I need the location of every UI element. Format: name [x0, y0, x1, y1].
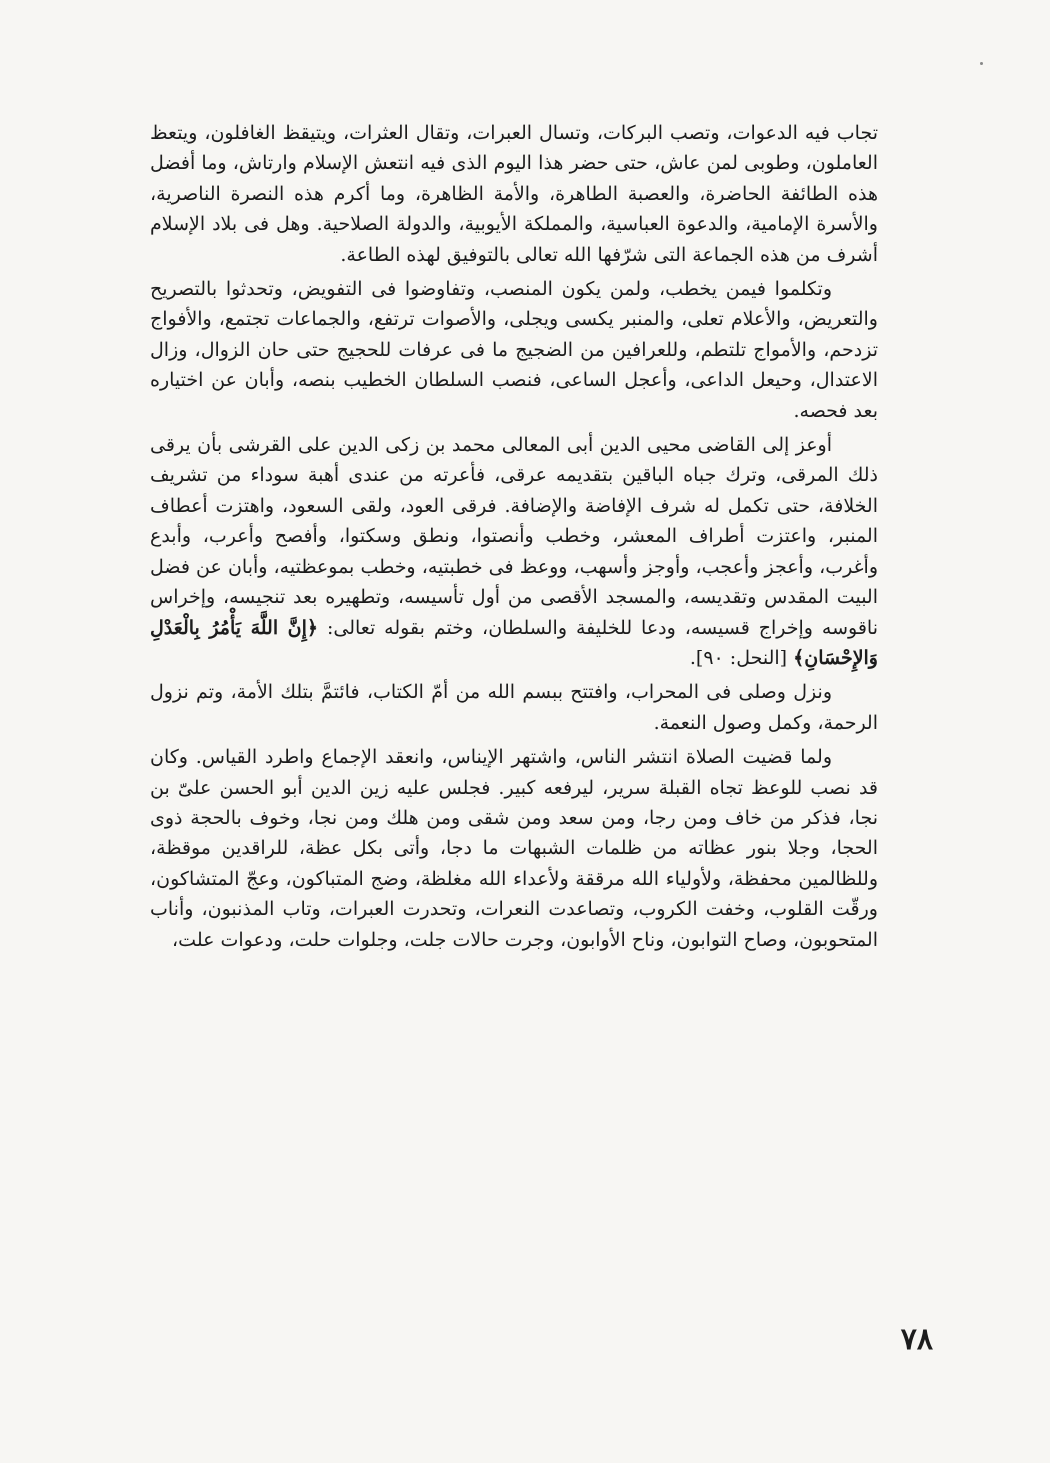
paragraph-2: وتكلموا فيمن يخطب، ولمن يكون المنصب، وتفاوضوا فى التفويض، وتحدثوا بالتصريح والتعريض، والأعلام تعلى، والمنبر يكسى ويجلى، والأصوات ترتفع، والجماعات تجتمع، والأفواج تزدحم، والأمواج تلتطم، وللعرافين من الضجيج ما فى عرفات للحجيج حتى حان الزوال، وزال الاعتدال، وحيعل الداعى، وأعجل الساعى، فنصب السلطان الخطيب بنصه، وأبان عن اختياره بعد فحصه. — [150, 278, 878, 422]
paragraph-3-text: أوعز إلى القاضى محيى الدين أبى المعالى محمد بن زكى الدين على القرشى بأن يرقى ذلك المرقى، وترك جباه الباقين بتقديمه عرقى، فأعرته من عندى أهبة سوداء من تشريف الخلافة، حتى تكمل له شرف الإفاضة والإضافة. فرقى العود، ولقى السعود، واهتزت أعطاف المنبر، واعتزت أطراف المعشر، وخطب وأنصتوا، ونطق وسكتوا، وأفصح وأعرب، وأبدع وأغرب، وأعجز وأعجب، وأوجز وأسهب، ووعظ فى خطبتيه، وخطب بموعظتيه، وأبان عن فضل البيت المقدس وتقديسه، والمسجد الأقصى من أول تأسيسه، وتطهيره بعد تنجيسه، وإخراس ناقوسه وإخراج قسيسه، ودعا للخليفة والسلطان، وختم بقوله تعالى: — [150, 434, 878, 639]
page-body — [150, 118, 878, 1318]
quran-verse: ﴿إِنَّ اللَّهَ يَأْمُرُ بِالْعَدْلِ وَالإِحْسَانِ﴾ — [150, 616, 878, 669]
paragraph-3 — [150, 430, 878, 673]
page-number: ٧٨ — [900, 1322, 933, 1357]
paragraph-1: تجاب فيه الدعوات، وتصب البركات، وتسال العبرات، وتقال العثرات، ويتيقظ الغافلون، ويتعظ العاملون، وطوبى لمن عاش، حتى حضر هذا اليوم الذى فيه انتعش الإسلام وارتاش، وما أفضل هذه الطائفة الحاضرة، والعصبة الطاهرة، والأمة الظاهرة، وما أكرم هذه النصرة الناصرية، والأسرة الإمامية، والدعوة العباسية، والمملكة الأيوبية، والدولة الصلاحية. وهل فى بلاد الإسلام أشرف من هذه الجماعة التى شرّفها الله تعالى بالتوفيق لهذه الطاعة. — [150, 122, 878, 266]
verse-citation: [النحل: ٩٠]. — [689, 646, 788, 669]
scan-speck — [980, 62, 983, 65]
paragraph-4: ونزل وصلى فى المحراب، وافتتح ببسم الله من أمّ الكتاب، فائتمَّ بتلك الأمة، وتم نزول الرحمة، وكمل وصول النعمة. — [150, 681, 878, 734]
paragraph-5: ولما قضيت الصلاة انتشر الناس، واشتهر الإيناس، وانعقد الإجماع واطرد القياس. وكان قد نصب للوعظ تجاه القبلة سرير، ليرفعه كبير. فجلس عليه زين الدين أبو الحسن علىّ بن نجا، فذكر من خاف ومن رجا، ومن سعد ومن شقى ومن هلك ومن نجا، وخوف بالحجة ذوى الحجا، وجلا بنور عظاته من ظلمات الشبهات ما دجا، وأتى بكل عظة، للراقدين موقظة، وللظالمين محفظة، ولأولياء الله مرققة ولأعداء الله مغلظة، وضج المتباكون، وعجّ المتشاكون، ورقّت القلوب، وخفت الكروب، وتصاعدت النعرات، وتحدرت العبرات، وتاب المذنبون، وأناب المتحوبون، وصاح التوابون، وناح الأوابون، وجرت حالات جلت، وجلوات حلت، ودعوات علت، — [150, 746, 878, 951]
